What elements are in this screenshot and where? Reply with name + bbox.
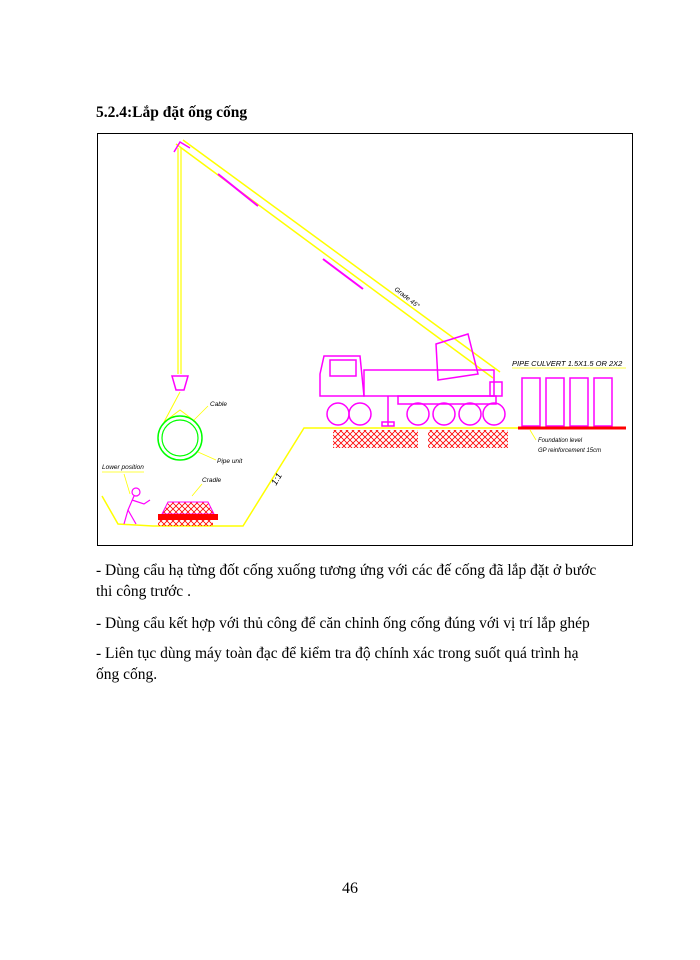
soil-hatch-1	[333, 430, 418, 448]
cradle-base	[158, 514, 218, 520]
lower-position-label: Lower position	[102, 464, 144, 471]
paragraph-2	[96, 613, 636, 634]
crane-pipe-installation-figure	[97, 133, 633, 546]
page-number: 46	[342, 880, 358, 897]
cradle-shape	[162, 502, 214, 514]
paragraph-3-line-1: - Liên tục dùng máy toàn đạc để kiểm tra độ chính xác trong suốt quá trình hạ	[96, 645, 579, 662]
boom-line-b	[183, 140, 500, 372]
paragraph-1-line-2: thi công trước .	[96, 583, 191, 600]
worker-figure	[124, 488, 150, 524]
stacked-pipes	[522, 378, 612, 426]
foundation-note-1: Foundation level	[538, 438, 583, 444]
soil-hatch-2	[428, 430, 508, 448]
figure-drawing	[98, 134, 632, 545]
slope-label: 1:1	[269, 471, 284, 487]
boom-angle-label: Grade 45°	[392, 286, 421, 310]
foundation-note-2: GP reinforcement 15cm	[538, 448, 602, 454]
cable-label: Cable	[210, 401, 227, 408]
lower-position-arrow	[124, 474, 130, 494]
hook-block	[172, 376, 188, 390]
pipe-type-label: PIPE CULVERT 1.5X1.5 OR 2X2	[512, 359, 623, 368]
boom-section-2	[323, 259, 363, 289]
paragraph-2-line-1: - Dùng cẩu kết hợp với thủ công để căn chỉnh ống cống đúng với vị trí lắp ghép	[96, 615, 590, 632]
sling	[164, 392, 196, 422]
cable-leader	[194, 406, 208, 420]
crane-truck	[320, 334, 505, 426]
pipe-inner	[162, 420, 198, 456]
cradle-label: Cradle	[202, 477, 222, 484]
pipe-outer	[158, 416, 202, 460]
paragraph-3-line-2: ống cống.	[96, 666, 158, 683]
cradle-leader	[192, 484, 202, 496]
section-heading: 5.2.4:Lắp đặt ống cống	[96, 104, 248, 121]
pipe-leader	[198, 452, 216, 460]
pipe-label: Pipe unit	[217, 458, 243, 465]
foundation-leader	[530, 430, 536, 440]
paragraph-1-line-1: - Dùng cẩu hạ từng đốt cống xuống tương ứng với các đế cống đã lắp đặt ở bước	[96, 562, 597, 579]
paragraph-1	[96, 560, 636, 602]
paragraph-3	[96, 643, 636, 685]
